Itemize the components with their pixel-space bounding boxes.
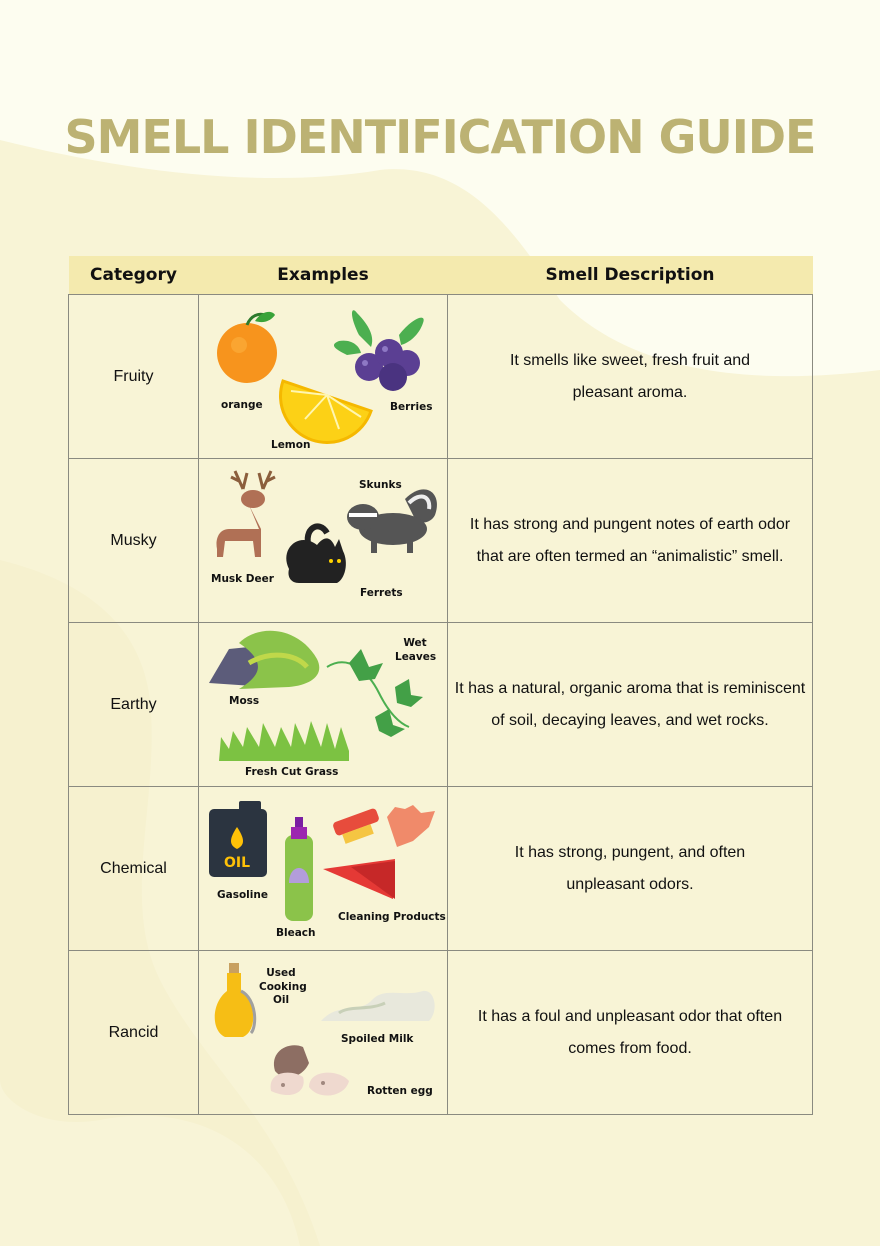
deer-icon <box>217 471 276 557</box>
example-label: orange <box>221 399 263 411</box>
example-label: Musk Deer <box>211 573 274 585</box>
example-label: Skunks <box>359 479 402 491</box>
examples-cell <box>199 295 448 459</box>
description-line: It has a foul and unpleasant odor that often <box>477 1007 783 1025</box>
rotten-egg-icon <box>271 1045 349 1095</box>
description-line: It has strong, pungent, and often <box>514 843 746 861</box>
header-examples: Examples <box>199 256 448 295</box>
example-label: Ferrets <box>360 587 403 599</box>
example-label: Cleaning Products <box>338 911 446 923</box>
description-line: unpleasant odors. <box>566 875 694 893</box>
moss-icon <box>209 631 319 689</box>
description-line: that are often termed an “animalistic” smell. <box>476 547 784 565</box>
description-cell <box>448 295 813 459</box>
description-line: comes from food. <box>568 1039 692 1057</box>
cleaning-products-icon <box>323 805 435 899</box>
description-line: of soil, decaying leaves, and wet rocks. <box>491 711 769 729</box>
bleach-bottle-icon <box>285 817 313 921</box>
grass-icon <box>219 721 349 761</box>
description-cell <box>448 951 813 1115</box>
cooking-oil-bottle-icon <box>215 963 255 1037</box>
skunk-icon <box>347 489 437 553</box>
description-cell <box>448 459 813 623</box>
examples-cell <box>199 623 448 787</box>
examples-cell <box>199 459 448 623</box>
description-line: It smells like sweet, fresh fruit and <box>509 351 751 369</box>
orange-icon <box>217 312 277 383</box>
example-label: Moss <box>229 695 260 707</box>
table-row-rancid <box>69 951 813 1115</box>
examples-cell <box>199 951 448 1115</box>
header-category: Category <box>69 256 199 295</box>
oil-text: OIL <box>223 855 251 871</box>
example-label: Rotten egg <box>367 1085 433 1097</box>
table-row-musky <box>69 459 813 623</box>
table-row-chemical <box>69 787 813 951</box>
description-cell <box>448 787 813 951</box>
category-cell: Earthy <box>69 623 199 787</box>
example-label: Bleach <box>276 927 316 939</box>
description-line: pleasant aroma. <box>572 383 688 401</box>
table-row-earthy <box>69 623 813 787</box>
example-label: Used Cooking Oil <box>259 967 307 1007</box>
category-cell: Fruity <box>69 295 199 459</box>
smell-guide-table <box>68 256 813 1115</box>
example-label: Berries <box>390 401 433 413</box>
category-cell: Chemical <box>69 787 199 951</box>
example-label: Lemon <box>271 439 311 451</box>
description-cell <box>448 623 813 787</box>
table-row-fruity <box>69 295 813 459</box>
description-line: It has a natural, organic aroma that is reminiscent <box>454 679 806 697</box>
description-line: It has strong and pungent notes of earth odor <box>469 515 791 533</box>
example-label: Fresh Cut Grass <box>245 766 339 778</box>
berries-icon <box>334 310 424 391</box>
example-label: Gasoline <box>217 889 268 901</box>
example-label: Wet Leaves <box>395 637 437 663</box>
examples-cell <box>199 787 448 951</box>
page-title: SMELL IDENTIFICATION GUIDE <box>64 110 816 164</box>
header-description: Smell Description <box>448 256 813 295</box>
example-label: Spoiled Milk <box>341 1033 414 1045</box>
category-cell: Musky <box>69 459 199 623</box>
lemon-icon <box>281 381 371 442</box>
gasoline-can-icon <box>209 801 267 877</box>
cat-icon <box>286 526 346 583</box>
table-header-row <box>69 256 813 295</box>
category-cell: Rancid <box>69 951 199 1115</box>
spoiled-milk-icon <box>321 991 435 1021</box>
